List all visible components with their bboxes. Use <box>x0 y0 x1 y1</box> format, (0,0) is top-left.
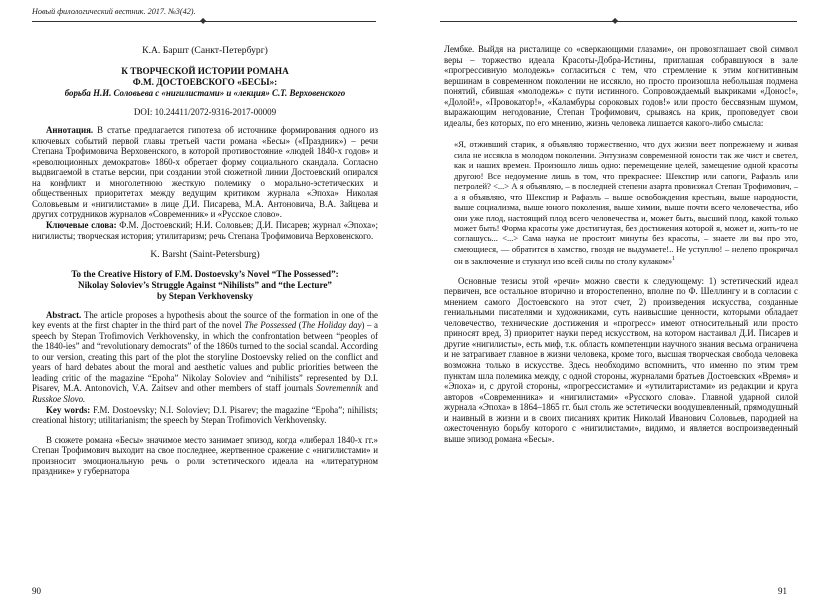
journal-2: Russkoe Slovo. <box>32 394 86 405</box>
abstract-text-start: The article proposes a hypothesis about the source of the formation in one of the key events at the first chapter in the third part of the novel <box>32 309 378 331</box>
footnote-marker: 1 <box>672 256 676 263</box>
rule-ornament-icon: ◆ <box>200 16 207 25</box>
title-en-line1: To the Creative History of F.M. Dostoevsky’s Novel “The Possessed”: <box>71 268 339 279</box>
keywords-ru-text: Ф.М. Достоевский; Н.И. Соловьев; Д.И. Писарев; журнал «Эпоха»; нигилисты; творческая история; утилитаризм; речь Степана Трофимовича Верховенского. <box>32 220 378 241</box>
body-paragraph-right-2: Основные тезисы этой «речи» можно свести к следующему: 1) эстетический идеал первичен, все остальное вторично и второстепенно, вполне по Ф. Шеллингу и в согласии с мнением самого Достоевского на этот счет, 2) произведения искусства, созданные гениальными писателями и художниками, суть наивысшие ценности, которыми обладает человечество, технические достижения и «прогресс» имеют относительный или просто приносят вред, 3) приоритет науки перед искусством, на котором настаивал Д.И. Писарев и другие «нигилисты», есть миф, т.к. область компетенции научного знания весьма ограничена и не затрагивает главное в жизни человека, кроме того, высшая творческая свобода человека возможна только в искусстве. Здесь необходимо вспомнить, что именно по этим трем пунктам шла полемика между, с одной стороны, журналами братьев Достоевских «Время» и «Эпоха» и, с другой стороны, «прогрессистами» и «утилитаристами» из редакции и круга авторов «Современника» и «нигилистами» «Русского слова». Главной ударной силой журнала «Эпоха» в 1864–1865 гг. был столь же эстетически воодушевленный, прямодушный и наивный в жизни и в своих писаниях критик Николай Иванович Соловьев, пародией на ожесточенную борьбу которого с «нигилистами», видимо, и является воспроизведенный выше эпизод романа «Бесы». <box>444 275 798 444</box>
header-rule-right <box>440 21 797 22</box>
subtitle-ru: борьба Н.И. Соловьева с «нигилистами» и «лекция» С.Т. Верховенского <box>64 87 346 98</box>
running-title: Новый филологический вестник. 2017. №3(42). <box>32 7 196 16</box>
quote-block <box>444 139 798 266</box>
body-paragraph-right-1: Лембке. Выйдя на ристалище со «сверкающими глазами», он провозглашает свой символ веры – торжество идеала Красоты-Добра-Истины, приглашая собравшуюся в зале «прогрессивную молодежь» согласиться с тем, что стремление к этим когнитивным вершинам в современном поколении не иссякло, но просто произошла небольшая подмена понятий, сбившая «молодежь» с пути истинного. Сопровождаемый выкриками «Донос!», «Долой!», «Провокатор!», «Каламбуры сороковых годов!» или просто бессвязным шумом, выражающим негодование, Степан Трофимович, срываясь на крик, проповедует свои идеалы, без которых, по его мнению, жизнь человека лишается какого-либо смысла: <box>444 44 798 128</box>
abstract-text-end: – a speech by Stepan Trofimovich Verkhovensky, in which the confrontation between “peoples of the 1840-ies” and “revolutionary democrats” of the 1860s turned to the social scandal. According to our version, creating this part of the plot the storyline Dostoevsky relied on the conflict and years of hard debates about the moral and aesthetic values and public priorities between the leading critic of the magazine “Epoha” Nikolay Soloviev and “nihilists” represented by D.I. Pisarev, M.A. Antonovich, V.A. Zaitsev and other members of staff journals <box>32 320 378 394</box>
journal-1: Sovremennik <box>316 383 362 394</box>
keywords-en-text: F.M. Dostoevsky; N.I. Soloviev; D.I. Pisarev; the magazine “Epoha”; nihilists; creational history; utilitarianism; the speech by Stepan Trofimovich Verkhovensky. <box>32 404 378 426</box>
title-en-line3: by Stepan Verkhovensky <box>156 290 254 301</box>
page-number-right: 91 <box>778 586 787 596</box>
title-ru-line1: К ТВОРЧЕСКОЙ ИСТОРИИ РОМАНА <box>121 65 289 76</box>
author-ru: К.А. Баршт (Санкт-Петербург) <box>142 45 268 56</box>
novel-title: The Possessed <box>244 320 297 331</box>
body-paragraph-left: В сюжете романа «Бесы» значимое место занимает эпизод, когда «либерал 1840-х гг.» Степан Трофимович выходит на свое последнее, жертвенное сражение с «нигилистами» и произносит эмоциональную речь о роли эстетического идеала на «литературном празднике» у губернатора <box>32 434 378 477</box>
page-number-left: 90 <box>32 586 41 596</box>
keywords-ru-label: Ключевые слова: <box>46 220 117 231</box>
abstract-en: Abstract. The article proposes a hypothesis about the source of the formation in one of the key events at the first chapter in the third part of the novel The Possessed (The Holiday day) – a speech by Stepan Trofimovich Verkhovensky, in which the confrontation between “peoples of the 1840-ies” and “revolutionary democrats” of the 1860s turned to the social scandal. According to our version, creating this part of the plot the storyline Dostoevsky relied on the conflict and years of hard debates about the moral and aesthetic values and public priorities between the leading critic of the magazine “Epoha” Nikolay Soloviev and “nihilists” represented by D.I. Pisarev, M.A. Antonovich, V.A. Zaitsev and other members of staff journals Sovremennik and Russkoe Slovo. <box>32 309 379 405</box>
quote-text: «Я, отживший старик, я объявляю торжественно, что дух жизни веет попрежнему и живая сила не иссякла в молодом поколении. Энтузиазм современной юности так же чист и светел, как и наших времен. Произошло лишь одно: перемещение целей, замещение одной красоты другою! Все недоумение лишь в том, что прекраснее: Шекспир или сапоги, Рафаэль или петролей? <...> А я объявляю, – в последней степени азарта провизжал Степан Трофимович, – а я объявляю, что Шекспир и Рафаэль – выше освобождения крестьян, выше народности, выше социализма, выше юного поколения, выше химии, выше почти всего человечества, ибо они уже плод, настоящий плод всего человечества и, может быть, высший плод, какой только может быть! Форма красоты уже достигнутая, без достижения которой я, может и, жить-то не соглашусь... <...> Сама наука не простоит минуты без красоты, – знаете ли вы про это, смеющиеся, — обратится в хамство, гвоздя не выдумаете!.. Не уступлю! – нелепо прокричал он в заключение и стукнул изо всей силы по столу кулаком» <box>454 139 798 267</box>
title-en-line2: Nikolay Soloviev’s Struggle Against “Nihilists” and “the Lecture” <box>78 279 332 290</box>
abstract-and: and <box>365 383 379 394</box>
author-en: K. Barsht (Saint-Petersburg) <box>150 249 260 261</box>
keywords-en-label: Key words: <box>46 404 91 415</box>
annotation-label: Аннотация. <box>46 125 94 136</box>
doi: DOI: 10.24411/2072-9316-2017-00009 <box>133 106 277 117</box>
right-column <box>444 44 798 444</box>
annotation-text: В статье предлагается гипотеза об источнике формирования одного из ключевых событий первой главы третьей части романа «Бесы» («Праздник») – речи Степана Трофимовича Верховенского, в которой противостояние «людей 1840-х годов» и «революционных демократов» 1860-х обретает форму социального скандала. Согласно выдвигаемой в статье версии, при создании этой сюжетной линии Достоевский опирался на конфликт и многолетнюю жесткую полемику о морально-эстетических и общественных приоритетах между ведущим критиком журнала «Эпоха» Николая Соловьевым и «нигилистами» в лице Д.И. Писарева, М.А. Антоновича, В.А. Зайцева и других сотрудников журналов «Современник» и «Русское слово». <box>32 125 378 220</box>
rule-ornament-icon: ◆ <box>612 16 619 25</box>
title-ru-line2: Ф.М. ДОСТОЕВСКОГО «БЕСЫ»: <box>132 76 278 87</box>
holiday-title: The Holiday day <box>301 320 362 331</box>
abstract-label: Abstract. <box>46 309 82 320</box>
